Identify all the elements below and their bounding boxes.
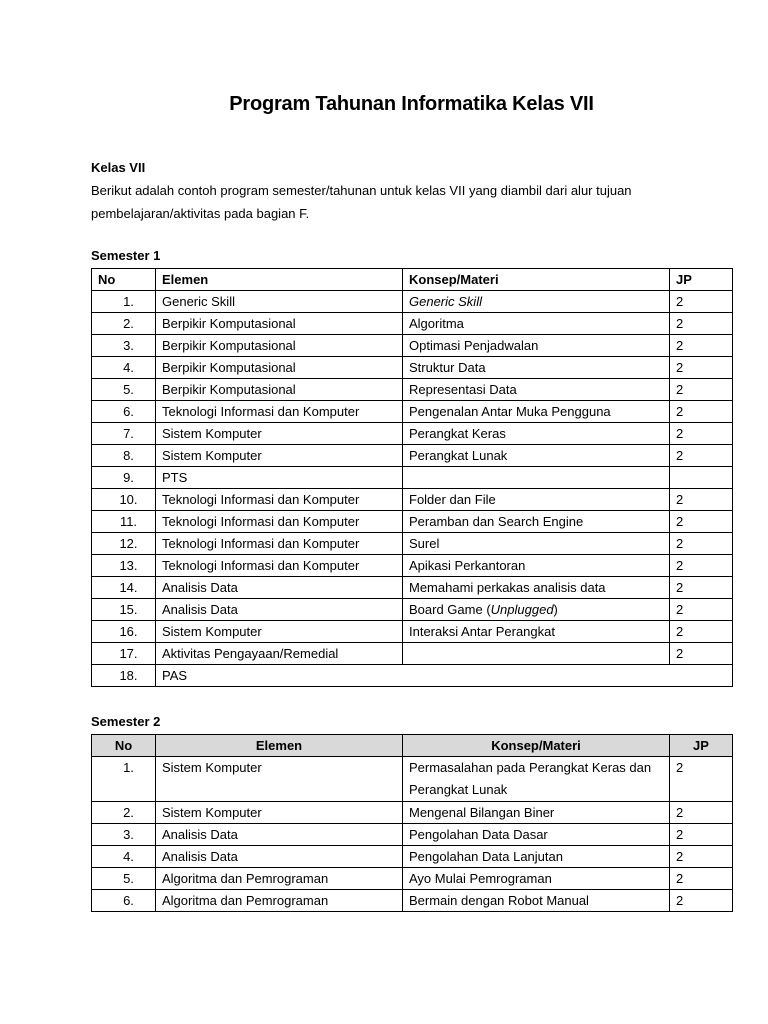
row-jp: 2 (670, 643, 733, 665)
header-jp: JP (670, 735, 733, 757)
row-materi: Bermain dengan Robot Manual (403, 890, 670, 912)
row-no: 14. (92, 577, 156, 599)
row-elemen: Sistem Komputer (156, 423, 403, 445)
row-elemen: Teknologi Informasi dan Komputer (156, 533, 403, 555)
header-jp: JP (670, 269, 733, 291)
row-jp: 2 (670, 401, 733, 423)
row-elemen: Sistem Komputer (156, 621, 403, 643)
table-header-row (92, 269, 733, 291)
row-elemen: Analisis Data (156, 577, 403, 599)
table-row (92, 467, 733, 489)
header-no: No (92, 735, 156, 757)
row-no: 15. (92, 599, 156, 621)
row-elemen: Analisis Data (156, 599, 403, 621)
row-elemen: Aktivitas Pengayaan/Remedial (156, 643, 403, 665)
row-materi: Pengenalan Antar Muka Pengguna (403, 401, 670, 423)
row-elemen: Teknologi Informasi dan Komputer (156, 555, 403, 577)
table-row (92, 533, 733, 555)
row-jp: 2 (670, 313, 733, 335)
row-no: 7. (92, 423, 156, 445)
row-elemen: Algoritma dan Pemrograman (156, 868, 403, 890)
row-materi: Apikasi Perkantoran (403, 555, 670, 577)
semester-2-label: Semester 2 (91, 714, 161, 729)
row-no: 1. (92, 757, 156, 802)
table-row (92, 824, 733, 846)
row-elemen: Teknologi Informasi dan Komputer (156, 511, 403, 533)
row-materi: Interaksi Antar Perangkat (403, 621, 670, 643)
row-elemen: Sistem Komputer (156, 802, 403, 824)
row-no: 6. (92, 401, 156, 423)
table-row (92, 335, 733, 357)
row-no: 4. (92, 357, 156, 379)
intro-paragraph: Berikut adalah contoh program semester/tahunan untuk kelas VII yang diambil dari alur tujuan pembelajaran/aktivitas pada bagian F. (91, 183, 632, 221)
row-no: 11. (92, 511, 156, 533)
table-row (92, 577, 733, 599)
header-elemen: Elemen (156, 735, 403, 757)
row-jp: 2 (670, 757, 733, 802)
row-jp: 2 (670, 868, 733, 890)
row-materi: Permasalahan pada Perangkat Keras dan Perangkat Lunak (403, 757, 670, 802)
row-jp: 2 (670, 824, 733, 846)
row-elemen: PAS (156, 665, 733, 687)
row-no: 6. (92, 890, 156, 912)
row-elemen: Sistem Komputer (156, 757, 403, 802)
table-row (92, 555, 733, 577)
row-materi: Folder dan File (403, 489, 670, 511)
table-row (92, 621, 733, 643)
page-title: Program Tahunan Informatika Kelas VII (229, 93, 594, 115)
row-elemen: Sistem Komputer (156, 445, 403, 467)
row-no: 13. (92, 555, 156, 577)
row-no: 9. (92, 467, 156, 489)
row-no: 3. (92, 335, 156, 357)
header-konsep-materi: Konsep/Materi (403, 735, 670, 757)
row-elemen: Analisis Data (156, 846, 403, 868)
row-materi: Memahami perkakas analisis data (403, 577, 670, 599)
row-materi: Perangkat Keras (403, 423, 670, 445)
row-no: 8. (92, 445, 156, 467)
table-row (92, 291, 733, 313)
header-elemen: Elemen (156, 269, 403, 291)
row-jp: 2 (670, 802, 733, 824)
row-no: 4. (92, 846, 156, 868)
row-elemen: PTS (156, 467, 403, 489)
row-materi (403, 599, 670, 621)
row-jp (670, 467, 733, 489)
row-elemen: Generic Skill (156, 291, 403, 313)
materi-text: Board Game ( (409, 602, 491, 617)
semester-1-table (91, 268, 733, 687)
row-jp: 2 (670, 335, 733, 357)
materi-emphasis: Unplugged (490, 602, 554, 617)
table-row (92, 643, 733, 665)
table-row (92, 379, 733, 401)
row-materi: Struktur Data (403, 357, 670, 379)
row-elemen: Berpikir Komputasional (156, 313, 403, 335)
table-row (92, 665, 733, 687)
header-konsep-materi: Konsep/Materi (403, 269, 670, 291)
table-row (92, 313, 733, 335)
row-no: 5. (92, 868, 156, 890)
kelas-heading: Kelas VII (91, 160, 146, 175)
table-row (92, 357, 733, 379)
row-jp: 2 (670, 577, 733, 599)
table-row (92, 445, 733, 467)
row-elemen: Berpikir Komputasional (156, 357, 403, 379)
semester-2-table (91, 734, 733, 912)
row-materi: Pengolahan Data Lanjutan (403, 846, 670, 868)
row-no: 16. (92, 621, 156, 643)
row-no: 1. (92, 291, 156, 313)
table-row (92, 868, 733, 890)
table-row (92, 423, 733, 445)
row-no: 3. (92, 824, 156, 846)
materi-text: ) (553, 602, 558, 617)
row-materi: Peramban dan Search Engine (403, 511, 670, 533)
row-elemen: Teknologi Informasi dan Komputer (156, 401, 403, 423)
row-materi: Perangkat Lunak (403, 445, 670, 467)
row-jp: 2 (670, 291, 733, 313)
row-jp: 2 (670, 511, 733, 533)
row-elemen: Teknologi Informasi dan Komputer (156, 489, 403, 511)
row-no: 2. (92, 313, 156, 335)
row-materi: Pengolahan Data Dasar (403, 824, 670, 846)
row-jp: 2 (670, 621, 733, 643)
row-no: 2. (92, 802, 156, 824)
table-row (92, 489, 733, 511)
row-materi: Optimasi Penjadwalan (403, 335, 670, 357)
table-row (92, 757, 733, 802)
row-elemen: Berpikir Komputasional (156, 335, 403, 357)
table-row (92, 802, 733, 824)
row-no: 10. (92, 489, 156, 511)
row-materi: Algoritma (403, 313, 670, 335)
row-elemen: Analisis Data (156, 824, 403, 846)
row-no: 18. (92, 665, 156, 687)
row-jp: 2 (670, 533, 733, 555)
table-row (92, 599, 733, 621)
row-jp: 2 (670, 890, 733, 912)
row-materi (403, 467, 670, 489)
row-no: 17. (92, 643, 156, 665)
header-no: No (92, 269, 156, 291)
table-row (92, 401, 733, 423)
row-jp: 2 (670, 379, 733, 401)
row-jp: 2 (670, 555, 733, 577)
row-jp: 2 (670, 445, 733, 467)
table-row (92, 511, 733, 533)
row-jp: 2 (670, 423, 733, 445)
table-header-row (92, 735, 733, 757)
row-elemen: Algoritma dan Pemrograman (156, 890, 403, 912)
row-materi: Surel (403, 533, 670, 555)
table-row (92, 890, 733, 912)
row-materi (403, 643, 670, 665)
row-jp: 2 (670, 357, 733, 379)
row-materi: Mengenal Bilangan Biner (403, 802, 670, 824)
table-row (92, 846, 733, 868)
row-materi: Generic Skill (403, 291, 670, 313)
row-jp: 2 (670, 846, 733, 868)
row-materi: Representasi Data (403, 379, 670, 401)
row-jp: 2 (670, 599, 733, 621)
row-jp: 2 (670, 489, 733, 511)
row-no: 5. (92, 379, 156, 401)
row-elemen: Berpikir Komputasional (156, 379, 403, 401)
semester-1-label: Semester 1 (91, 248, 161, 263)
row-no: 12. (92, 533, 156, 555)
row-materi: Ayo Mulai Pemrograman (403, 868, 670, 890)
